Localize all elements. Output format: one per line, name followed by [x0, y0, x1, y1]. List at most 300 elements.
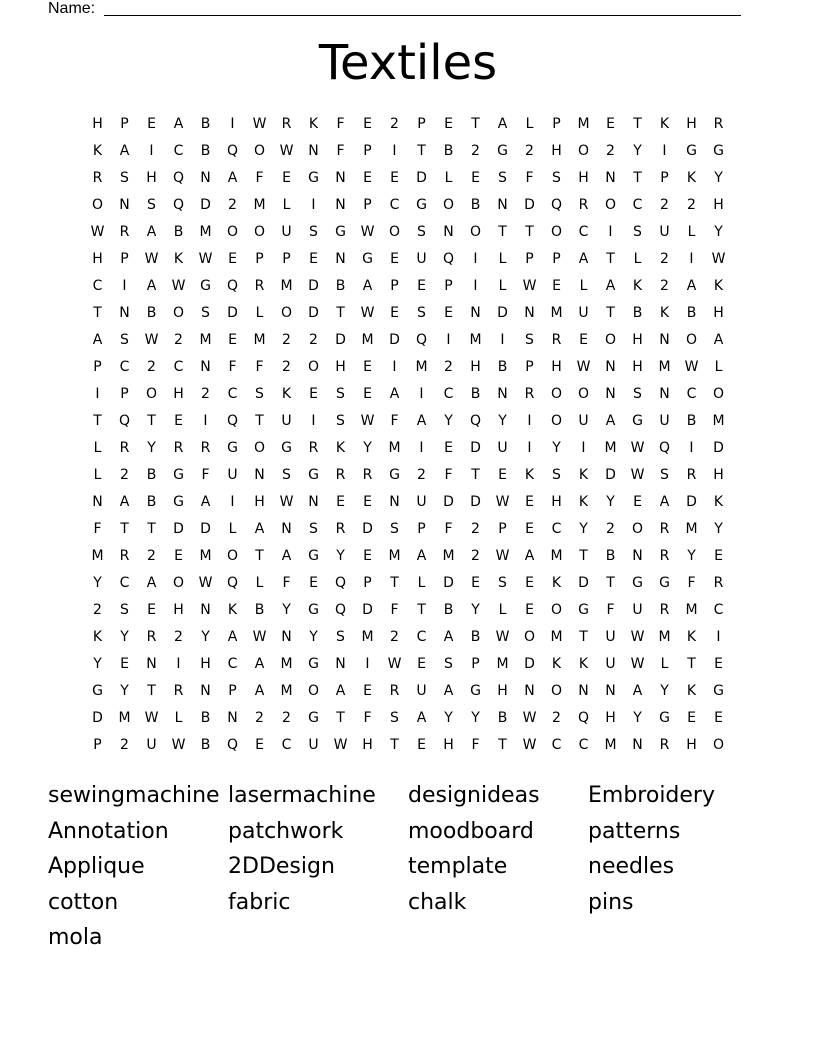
- grid-cell[interactable]: Y: [93, 656, 102, 672]
- grid-cell[interactable]: E: [579, 332, 588, 348]
- grid-cell[interactable]: R: [686, 467, 697, 483]
- grid-cell[interactable]: M: [280, 683, 293, 699]
- grid-cell[interactable]: 2: [174, 332, 183, 348]
- grid-cell[interactable]: W: [171, 278, 186, 294]
- grid-cell[interactable]: I: [392, 359, 397, 375]
- grid-cell[interactable]: B: [146, 494, 157, 510]
- grid-cell[interactable]: E: [363, 116, 372, 132]
- grid-cell[interactable]: C: [551, 737, 562, 753]
- grid-cell[interactable]: W: [630, 440, 645, 456]
- grid-cell[interactable]: R: [659, 521, 670, 537]
- grid-cell[interactable]: T: [687, 656, 696, 672]
- grid-cell[interactable]: B: [470, 197, 481, 213]
- grid-cell[interactable]: C: [443, 386, 454, 402]
- grid-cell[interactable]: G: [578, 602, 589, 618]
- grid-cell[interactable]: G: [659, 710, 670, 726]
- grid-cell[interactable]: D: [443, 575, 454, 591]
- grid-cell[interactable]: E: [363, 494, 372, 510]
- grid-cell[interactable]: 2: [255, 710, 264, 726]
- grid-cell[interactable]: P: [120, 251, 129, 267]
- grid-cell[interactable]: W: [360, 413, 375, 429]
- grid-cell[interactable]: H: [713, 305, 724, 321]
- grid-cell[interactable]: E: [606, 116, 615, 132]
- grid-cell[interactable]: R: [92, 170, 103, 186]
- grid-cell[interactable]: D: [524, 197, 535, 213]
- grid-cell[interactable]: I: [473, 278, 478, 294]
- grid-cell[interactable]: R: [119, 548, 130, 564]
- grid-cell[interactable]: A: [146, 224, 157, 240]
- grid-cell[interactable]: 2: [309, 332, 318, 348]
- grid-cell[interactable]: S: [309, 521, 318, 537]
- grid-cell[interactable]: A: [497, 116, 508, 132]
- grid-cell[interactable]: R: [335, 521, 346, 537]
- grid-cell[interactable]: R: [578, 197, 589, 213]
- grid-cell[interactable]: T: [120, 521, 129, 537]
- grid-cell[interactable]: N: [605, 683, 616, 699]
- grid-cell[interactable]: E: [309, 386, 318, 402]
- grid-cell[interactable]: E: [363, 170, 372, 186]
- grid-cell[interactable]: O: [631, 521, 644, 537]
- grid-cell[interactable]: E: [174, 413, 183, 429]
- grid-cell[interactable]: C: [578, 737, 589, 753]
- grid-cell[interactable]: 2: [174, 629, 183, 645]
- grid-cell[interactable]: S: [120, 332, 129, 348]
- grid-cell[interactable]: E: [120, 656, 129, 672]
- grid-cell[interactable]: W: [198, 251, 213, 267]
- grid-cell[interactable]: E: [633, 494, 642, 510]
- grid-cell[interactable]: G: [281, 440, 292, 456]
- grid-cell[interactable]: E: [390, 305, 399, 321]
- grid-cell[interactable]: K: [551, 656, 562, 672]
- grid-cell[interactable]: R: [335, 467, 346, 483]
- grid-cell[interactable]: I: [95, 386, 100, 402]
- grid-cell[interactable]: A: [254, 521, 265, 537]
- grid-cell[interactable]: A: [659, 494, 670, 510]
- grid-cell[interactable]: T: [606, 575, 615, 591]
- grid-cell[interactable]: O: [253, 440, 266, 456]
- grid-cell[interactable]: I: [500, 332, 505, 348]
- grid-cell[interactable]: S: [336, 386, 345, 402]
- grid-cell[interactable]: 2: [390, 116, 399, 132]
- grid-cell[interactable]: Y: [633, 143, 642, 159]
- grid-cell[interactable]: H: [551, 494, 562, 510]
- grid-cell[interactable]: D: [389, 332, 400, 348]
- grid-cell[interactable]: E: [363, 548, 372, 564]
- grid-cell[interactable]: T: [336, 710, 345, 726]
- grid-cell[interactable]: Y: [471, 602, 480, 618]
- grid-cell[interactable]: G: [713, 683, 724, 699]
- grid-cell[interactable]: L: [255, 575, 264, 591]
- grid-cell[interactable]: P: [255, 251, 264, 267]
- grid-cell[interactable]: S: [255, 386, 264, 402]
- grid-cell[interactable]: U: [281, 413, 292, 429]
- grid-cell[interactable]: L: [444, 170, 453, 186]
- grid-cell[interactable]: T: [147, 521, 156, 537]
- grid-cell[interactable]: E: [471, 575, 480, 591]
- grid-cell[interactable]: D: [200, 521, 211, 537]
- grid-cell[interactable]: E: [174, 548, 183, 564]
- grid-cell[interactable]: A: [119, 143, 130, 159]
- grid-cell[interactable]: Y: [363, 440, 372, 456]
- grid-cell[interactable]: W: [171, 737, 186, 753]
- grid-cell[interactable]: U: [605, 629, 616, 645]
- grid-cell[interactable]: L: [714, 359, 723, 375]
- grid-cell[interactable]: B: [605, 548, 616, 564]
- grid-cell[interactable]: K: [173, 251, 184, 267]
- grid-cell[interactable]: T: [390, 737, 399, 753]
- grid-cell[interactable]: P: [417, 116, 426, 132]
- grid-cell[interactable]: 2: [552, 710, 561, 726]
- grid-cell[interactable]: M: [388, 548, 401, 564]
- grid-cell[interactable]: T: [579, 629, 588, 645]
- grid-cell[interactable]: E: [147, 116, 156, 132]
- grid-cell[interactable]: K: [578, 467, 589, 483]
- grid-cell[interactable]: M: [550, 548, 563, 564]
- grid-cell[interactable]: A: [605, 278, 616, 294]
- grid-cell[interactable]: R: [146, 629, 157, 645]
- grid-cell[interactable]: K: [578, 656, 589, 672]
- grid-cell[interactable]: S: [552, 467, 561, 483]
- grid-cell[interactable]: G: [632, 575, 643, 591]
- grid-cell[interactable]: M: [442, 548, 455, 564]
- grid-cell[interactable]: O: [91, 197, 104, 213]
- grid-cell[interactable]: 2: [606, 143, 615, 159]
- grid-cell[interactable]: R: [119, 224, 130, 240]
- grid-cell[interactable]: N: [632, 737, 643, 753]
- grid-cell[interactable]: A: [443, 683, 454, 699]
- grid-cell[interactable]: A: [119, 494, 130, 510]
- grid-cell[interactable]: M: [712, 413, 725, 429]
- grid-cell[interactable]: I: [392, 143, 397, 159]
- grid-cell[interactable]: A: [146, 575, 157, 591]
- grid-cell[interactable]: C: [173, 143, 184, 159]
- grid-cell[interactable]: W: [90, 224, 105, 240]
- grid-cell[interactable]: B: [497, 359, 508, 375]
- grid-cell[interactable]: E: [417, 737, 426, 753]
- grid-cell[interactable]: P: [93, 737, 102, 753]
- grid-cell[interactable]: Y: [282, 602, 291, 618]
- grid-cell[interactable]: K: [524, 467, 535, 483]
- grid-cell[interactable]: S: [201, 305, 210, 321]
- grid-cell[interactable]: E: [417, 278, 426, 294]
- grid-cell[interactable]: E: [147, 602, 156, 618]
- grid-cell[interactable]: G: [713, 143, 724, 159]
- grid-cell[interactable]: P: [390, 278, 399, 294]
- grid-cell[interactable]: T: [417, 602, 426, 618]
- grid-cell[interactable]: I: [176, 656, 181, 672]
- grid-cell[interactable]: N: [659, 332, 670, 348]
- grid-cell[interactable]: D: [200, 197, 211, 213]
- grid-cell[interactable]: B: [497, 710, 508, 726]
- grid-cell[interactable]: D: [470, 440, 481, 456]
- grid-cell[interactable]: H: [578, 170, 589, 186]
- grid-cell[interactable]: M: [118, 710, 131, 726]
- grid-cell[interactable]: S: [120, 170, 129, 186]
- grid-cell[interactable]: W: [495, 629, 510, 645]
- grid-cell[interactable]: 2: [444, 359, 453, 375]
- grid-cell[interactable]: O: [253, 143, 266, 159]
- grid-cell[interactable]: C: [227, 386, 238, 402]
- grid-cell[interactable]: O: [226, 548, 239, 564]
- grid-cell[interactable]: B: [200, 143, 211, 159]
- grid-cell[interactable]: M: [280, 278, 293, 294]
- grid-cell[interactable]: M: [550, 629, 563, 645]
- grid-cell[interactable]: L: [660, 656, 669, 672]
- grid-cell[interactable]: Q: [577, 710, 590, 726]
- grid-cell[interactable]: S: [525, 332, 534, 348]
- grid-cell[interactable]: F: [336, 116, 345, 132]
- grid-cell[interactable]: S: [552, 170, 561, 186]
- grid-cell[interactable]: Q: [118, 413, 131, 429]
- grid-cell[interactable]: L: [579, 278, 588, 294]
- grid-cell[interactable]: R: [119, 440, 130, 456]
- grid-cell[interactable]: K: [659, 305, 670, 321]
- grid-cell[interactable]: 2: [660, 197, 669, 213]
- grid-cell[interactable]: R: [308, 440, 319, 456]
- grid-cell[interactable]: M: [604, 737, 617, 753]
- grid-cell[interactable]: G: [308, 170, 319, 186]
- grid-cell[interactable]: C: [92, 278, 103, 294]
- grid-cell[interactable]: E: [444, 116, 453, 132]
- grid-cell[interactable]: N: [308, 143, 319, 159]
- grid-cell[interactable]: R: [659, 737, 670, 753]
- grid-cell[interactable]: R: [713, 575, 724, 591]
- grid-cell[interactable]: H: [92, 116, 103, 132]
- grid-cell[interactable]: A: [146, 278, 157, 294]
- grid-cell[interactable]: I: [446, 332, 451, 348]
- grid-cell[interactable]: 2: [282, 710, 291, 726]
- grid-cell[interactable]: S: [309, 224, 318, 240]
- grid-cell[interactable]: A: [578, 251, 589, 267]
- grid-cell[interactable]: Q: [172, 170, 185, 186]
- grid-cell[interactable]: Q: [658, 440, 671, 456]
- grid-cell[interactable]: I: [608, 224, 613, 240]
- grid-cell[interactable]: N: [605, 359, 616, 375]
- grid-cell[interactable]: P: [552, 116, 561, 132]
- grid-cell[interactable]: O: [550, 224, 563, 240]
- grid-cell[interactable]: M: [469, 332, 482, 348]
- grid-cell[interactable]: G: [173, 467, 184, 483]
- grid-cell[interactable]: P: [363, 143, 372, 159]
- grid-cell[interactable]: F: [471, 737, 480, 753]
- grid-cell[interactable]: K: [632, 278, 643, 294]
- grid-cell[interactable]: O: [577, 143, 590, 159]
- grid-cell[interactable]: R: [389, 683, 400, 699]
- grid-cell[interactable]: D: [470, 494, 481, 510]
- grid-cell[interactable]: A: [227, 170, 238, 186]
- grid-cell[interactable]: M: [658, 359, 671, 375]
- grid-cell[interactable]: W: [630, 629, 645, 645]
- grid-cell[interactable]: H: [713, 467, 724, 483]
- grid-cell[interactable]: U: [146, 737, 157, 753]
- grid-cell[interactable]: S: [417, 224, 426, 240]
- grid-cell[interactable]: R: [713, 116, 724, 132]
- grid-cell[interactable]: R: [200, 440, 211, 456]
- grid-cell[interactable]: N: [524, 683, 535, 699]
- grid-cell[interactable]: O: [604, 332, 617, 348]
- grid-cell[interactable]: N: [335, 251, 346, 267]
- grid-cell[interactable]: E: [498, 467, 507, 483]
- grid-cell[interactable]: H: [146, 170, 157, 186]
- grid-cell[interactable]: H: [605, 710, 616, 726]
- grid-cell[interactable]: L: [228, 521, 237, 537]
- grid-cell[interactable]: P: [471, 656, 480, 672]
- grid-cell[interactable]: 2: [471, 143, 480, 159]
- grid-cell[interactable]: I: [203, 413, 208, 429]
- grid-cell[interactable]: A: [254, 656, 265, 672]
- grid-cell[interactable]: D: [227, 305, 238, 321]
- grid-cell[interactable]: M: [685, 602, 698, 618]
- grid-cell[interactable]: 2: [471, 548, 480, 564]
- grid-cell[interactable]: Q: [226, 575, 239, 591]
- grid-cell[interactable]: N: [92, 494, 103, 510]
- grid-cell[interactable]: 2: [282, 359, 291, 375]
- grid-cell[interactable]: O: [253, 224, 266, 240]
- grid-cell[interactable]: I: [365, 656, 370, 672]
- grid-cell[interactable]: W: [252, 629, 267, 645]
- grid-cell[interactable]: O: [550, 413, 563, 429]
- grid-cell[interactable]: F: [390, 413, 399, 429]
- grid-cell[interactable]: E: [444, 305, 453, 321]
- grid-cell[interactable]: N: [119, 305, 130, 321]
- grid-cell[interactable]: P: [120, 116, 129, 132]
- grid-cell[interactable]: D: [308, 278, 319, 294]
- grid-cell[interactable]: M: [496, 656, 509, 672]
- grid-cell[interactable]: G: [308, 548, 319, 564]
- grid-cell[interactable]: K: [686, 170, 697, 186]
- grid-cell[interactable]: L: [498, 278, 507, 294]
- grid-cell[interactable]: K: [551, 575, 562, 591]
- grid-cell[interactable]: A: [416, 710, 427, 726]
- grid-cell[interactable]: B: [200, 737, 211, 753]
- grid-cell[interactable]: W: [360, 305, 375, 321]
- grid-cell[interactable]: A: [416, 548, 427, 564]
- grid-cell[interactable]: D: [686, 494, 697, 510]
- grid-cell[interactable]: G: [686, 143, 697, 159]
- grid-cell[interactable]: N: [119, 197, 130, 213]
- grid-cell[interactable]: O: [712, 737, 725, 753]
- grid-cell[interactable]: 2: [93, 602, 102, 618]
- grid-cell[interactable]: Y: [633, 710, 642, 726]
- grid-cell[interactable]: E: [309, 575, 318, 591]
- grid-cell[interactable]: K: [713, 494, 724, 510]
- grid-cell[interactable]: T: [417, 143, 426, 159]
- grid-cell[interactable]: M: [685, 521, 698, 537]
- grid-cell[interactable]: E: [525, 602, 534, 618]
- grid-cell[interactable]: I: [689, 251, 694, 267]
- grid-cell[interactable]: 2: [228, 197, 237, 213]
- grid-cell[interactable]: F: [525, 170, 534, 186]
- grid-cell[interactable]: 2: [525, 143, 534, 159]
- grid-cell[interactable]: 2: [147, 359, 156, 375]
- grid-cell[interactable]: I: [581, 440, 586, 456]
- grid-cell[interactable]: D: [524, 656, 535, 672]
- grid-cell[interactable]: D: [578, 575, 589, 591]
- grid-cell[interactable]: W: [711, 251, 726, 267]
- grid-cell[interactable]: K: [578, 494, 589, 510]
- grid-cell[interactable]: K: [713, 278, 724, 294]
- grid-cell[interactable]: T: [255, 548, 264, 564]
- grid-cell[interactable]: N: [497, 386, 508, 402]
- grid-cell[interactable]: H: [470, 359, 481, 375]
- grid-cell[interactable]: H: [551, 359, 562, 375]
- grid-cell[interactable]: O: [172, 305, 185, 321]
- grid-cell[interactable]: H: [497, 683, 508, 699]
- grid-cell[interactable]: W: [522, 710, 537, 726]
- grid-cell[interactable]: F: [444, 521, 453, 537]
- grid-cell[interactable]: W: [144, 332, 159, 348]
- grid-cell[interactable]: C: [119, 359, 130, 375]
- grid-cell[interactable]: K: [92, 143, 103, 159]
- grid-cell[interactable]: Y: [120, 629, 129, 645]
- grid-cell[interactable]: D: [713, 440, 724, 456]
- grid-cell[interactable]: F: [390, 602, 399, 618]
- grid-cell[interactable]: S: [390, 521, 399, 537]
- grid-cell[interactable]: W: [198, 575, 213, 591]
- grid-cell[interactable]: A: [389, 386, 400, 402]
- grid-cell[interactable]: F: [228, 359, 237, 375]
- grid-cell[interactable]: G: [92, 683, 103, 699]
- grid-cell[interactable]: G: [497, 143, 508, 159]
- grid-cell[interactable]: T: [93, 413, 102, 429]
- grid-cell[interactable]: H: [686, 116, 697, 132]
- grid-cell[interactable]: A: [605, 413, 616, 429]
- grid-cell[interactable]: 2: [606, 521, 615, 537]
- grid-cell[interactable]: K: [308, 116, 319, 132]
- grid-cell[interactable]: F: [255, 359, 264, 375]
- grid-cell[interactable]: A: [200, 494, 211, 510]
- grid-cell[interactable]: M: [253, 332, 266, 348]
- grid-cell[interactable]: Y: [93, 575, 102, 591]
- grid-cell[interactable]: B: [200, 116, 211, 132]
- grid-cell[interactable]: G: [362, 251, 373, 267]
- grid-cell[interactable]: Q: [442, 251, 455, 267]
- grid-cell[interactable]: T: [93, 305, 102, 321]
- grid-cell[interactable]: R: [173, 683, 184, 699]
- grid-cell[interactable]: T: [498, 737, 507, 753]
- grid-cell[interactable]: W: [495, 494, 510, 510]
- grid-cell[interactable]: A: [524, 548, 535, 564]
- grid-cell[interactable]: Q: [334, 575, 347, 591]
- grid-cell[interactable]: T: [147, 413, 156, 429]
- grid-cell[interactable]: W: [144, 251, 159, 267]
- grid-cell[interactable]: K: [335, 440, 346, 456]
- grid-cell[interactable]: S: [417, 305, 426, 321]
- grid-cell[interactable]: H: [335, 359, 346, 375]
- grid-cell[interactable]: O: [550, 602, 563, 618]
- grid-cell[interactable]: M: [415, 359, 428, 375]
- grid-cell[interactable]: H: [632, 359, 643, 375]
- grid-cell[interactable]: N: [605, 386, 616, 402]
- grid-cell[interactable]: F: [444, 467, 453, 483]
- grid-cell[interactable]: P: [282, 251, 291, 267]
- grid-cell[interactable]: G: [308, 602, 319, 618]
- grid-cell[interactable]: H: [632, 332, 643, 348]
- grid-cell[interactable]: F: [606, 602, 615, 618]
- grid-cell[interactable]: W: [333, 737, 348, 753]
- grid-cell[interactable]: E: [714, 548, 723, 564]
- grid-cell[interactable]: I: [419, 440, 424, 456]
- grid-cell[interactable]: W: [387, 656, 402, 672]
- grid-cell[interactable]: B: [173, 224, 184, 240]
- grid-cell[interactable]: W: [279, 143, 294, 159]
- grid-cell[interactable]: W: [684, 359, 699, 375]
- grid-cell[interactable]: W: [630, 467, 645, 483]
- grid-cell[interactable]: Y: [714, 224, 723, 240]
- grid-cell[interactable]: P: [228, 683, 237, 699]
- grid-cell[interactable]: W: [252, 116, 267, 132]
- grid-cell[interactable]: 2: [660, 251, 669, 267]
